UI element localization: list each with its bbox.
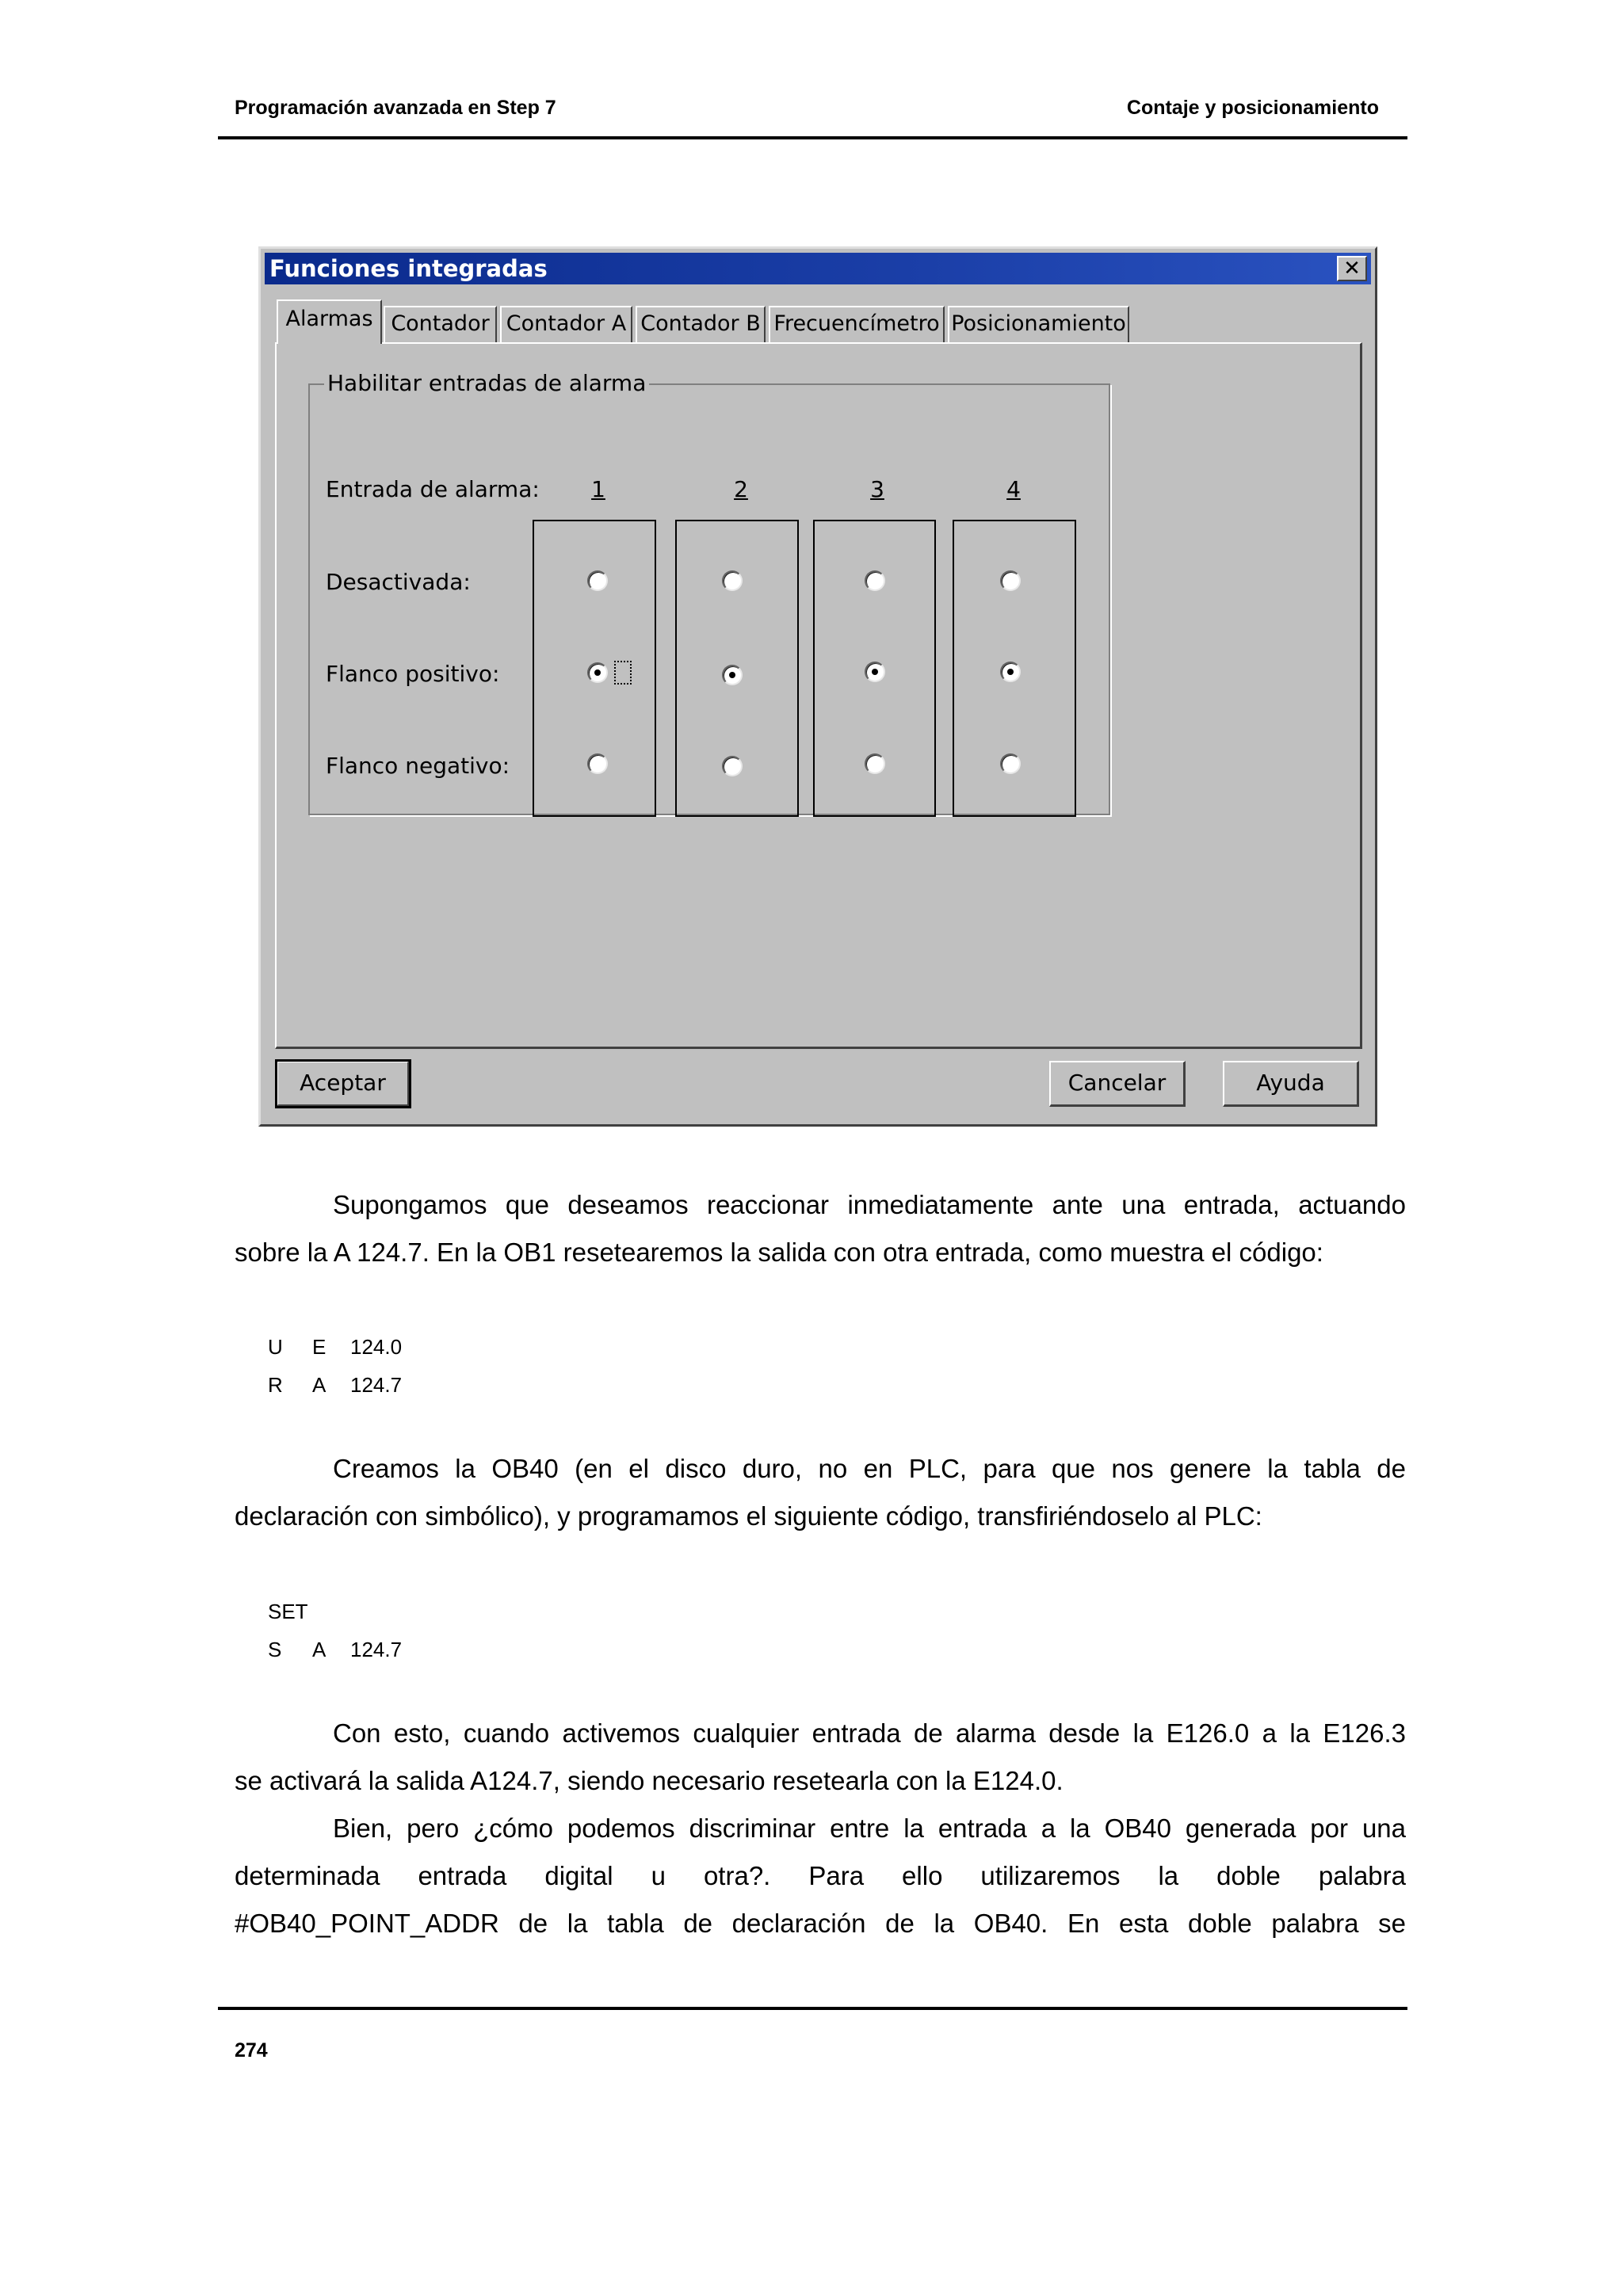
radio-1-deactivated[interactable] — [587, 570, 608, 591]
close-icon[interactable]: ✕ — [1337, 256, 1367, 281]
dialog-titlebar — [265, 253, 1371, 284]
radio-3-negative-edge[interactable] — [865, 753, 885, 774]
help-button[interactable]: Ayuda — [1223, 1061, 1359, 1107]
code-line — [268, 1630, 402, 1669]
paragraph-2 — [235, 1445, 1406, 1540]
running-header-left: Programación avanzada en Step 7 — [235, 97, 556, 119]
tab-frecuencimetro[interactable]: Frecuencímetro — [769, 306, 945, 342]
footer-rule — [218, 2007, 1407, 2010]
column-header-1: 1 — [591, 476, 605, 502]
text-line: Con esto, cuando activemos cualquier entrada de alarma desde la E126.0 a la E126.3 — [333, 1718, 1406, 1748]
code-op: S — [268, 1638, 282, 1661]
tab-posicionamiento[interactable]: Posicionamiento — [948, 306, 1129, 342]
alarm-inputs-group — [308, 370, 1110, 815]
positive-edge-label: Flanco positivo: — [326, 661, 500, 687]
code-block-1 — [268, 1328, 402, 1404]
negative-edge-label: Flanco negativo: — [326, 753, 510, 779]
focus-indicator — [614, 661, 632, 685]
code-address: 124.7 — [350, 1638, 403, 1661]
radio-1-positive-edge[interactable] — [587, 662, 608, 683]
radio-4-deactivated[interactable] — [1000, 570, 1021, 591]
text-line: se activará la salida A124.7, siendo necesario resetearla con la E124.0. — [235, 1766, 1064, 1795]
paragraph-4 — [235, 1805, 1406, 1947]
text-line: determinada entrada digital u otra?. Para ello utilizaremos la doble palabra — [235, 1861, 1406, 1890]
running-header-right: Contaje y posicionamiento — [1126, 97, 1379, 119]
code-line: SET — [268, 1600, 308, 1623]
page-number: 274 — [235, 2039, 268, 2061]
text-line: Bien, pero ¿cómo podemos discriminar entre la entrada a la OB40 generada por una — [333, 1814, 1406, 1843]
text-line: Supongamos que deseamos reaccionar inmediatamente ante una entrada, actuando — [333, 1190, 1406, 1219]
code-operand: A — [312, 1638, 327, 1661]
text-line: declaración con simbólico), y programamos el siguiente código, transfiriéndoselo al PLC: — [235, 1501, 1262, 1531]
column-header-2: 2 — [734, 476, 748, 502]
code-address: 124.7 — [350, 1373, 403, 1397]
dialog-title: Funciones integradas — [269, 255, 548, 282]
tab-alarmas[interactable]: Alarmas — [277, 299, 382, 344]
radio-3-positive-edge[interactable] — [865, 662, 885, 682]
accept-button[interactable]: Aceptar — [277, 1061, 410, 1107]
tab-contador-b[interactable]: Contador B — [636, 306, 766, 342]
code-op: R — [268, 1373, 283, 1397]
radio-2-negative-edge[interactable] — [722, 756, 743, 776]
alarm-input-label: Entrada de alarma: — [326, 476, 540, 502]
header-rule — [218, 136, 1407, 139]
text-line: #OB40_POINT_ADDR de la tabla de declaración de la OB40. En esta doble palabra se — [235, 1909, 1406, 1938]
radio-4-positive-edge[interactable] — [1000, 662, 1021, 682]
integrated-functions-dialog — [258, 246, 1377, 1127]
paragraph-3 — [235, 1710, 1406, 1805]
code-block-2 — [268, 1592, 402, 1669]
code-op: U — [268, 1335, 283, 1359]
cancel-button[interactable]: Cancelar — [1049, 1061, 1186, 1107]
code-line — [268, 1328, 402, 1366]
radio-4-negative-edge[interactable] — [1000, 753, 1021, 774]
code-address: 124.0 — [350, 1335, 403, 1359]
alarmas-panel — [275, 342, 1362, 1049]
tab-contador-a[interactable]: Contador A — [500, 306, 632, 342]
text-line: sobre la A 124.7. En la OB1 resetearemos la salida con otra entrada, como muestra el código: — [235, 1238, 1323, 1267]
tab-contador[interactable]: Contador — [384, 306, 497, 342]
text-line: Creamos la OB40 (en el disco duro, no en PLC, para que nos genere la tabla de — [333, 1454, 1406, 1483]
code-operand: E — [312, 1335, 327, 1359]
column-header-4: 4 — [1006, 476, 1021, 502]
radio-2-positive-edge[interactable] — [722, 665, 743, 685]
radio-3-deactivated[interactable] — [865, 570, 885, 591]
deactivated-label: Desactivada: — [326, 569, 471, 595]
code-operand: A — [312, 1373, 327, 1397]
paragraph-1 — [235, 1181, 1406, 1276]
radio-1-negative-edge[interactable] — [587, 753, 608, 774]
column-header-3: 3 — [870, 476, 884, 502]
code-line — [268, 1366, 402, 1404]
radio-2-deactivated[interactable] — [722, 570, 743, 591]
group-label: Habilitar entradas de alarma — [324, 371, 649, 396]
